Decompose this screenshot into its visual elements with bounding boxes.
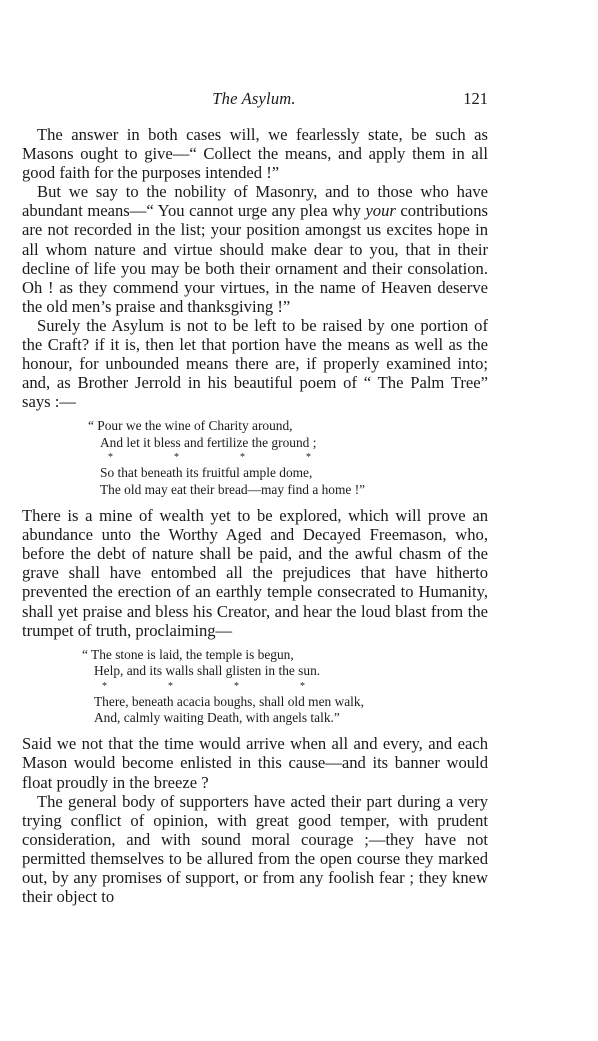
asterism [82,680,488,694]
paragraph-nobility-start: But we say to the nobility of Masonry, and to those who have abundant means—“ You cannot urge any plea why [22,182,488,221]
star-mark: * [240,452,245,464]
verse-line: There, beneath acacia boughs, shall old men walk, [94,693,364,709]
verse-palm-tree [22,418,488,498]
paragraph-said-we-not: Said we not that the time would arrive when all and every, and each Mason would become enlisted in this cause—and its banner would float proudly in the breeze ? [22,734,488,792]
paragraph-nobility [22,182,488,316]
page-number: 121 [463,89,488,108]
page-header [20,89,488,111]
paragraph-asylum: Surely the Asylum is not to be left to be raised by one portion of the Craft? if it is, then let that portion have the means as well as the honour, for unbounded means there are, if properly examined into; and, as Brother Jerrold in his beautiful poem of “ The Palm Tree” says :— [22,315,488,412]
verse-line: “ Pour we the wine of Charity around, [88,418,293,434]
page-body [22,125,488,906]
star-mark: * [168,680,173,692]
paragraph-answer: The answer in both cases will, we fearlessly state, be such as Masons ought to give—“ Collect the means, and apply them in all good faith for the purposes intended !” [22,125,488,183]
paragraph-nobility-end: contributions are not recorded in the list; your position amongst us excites hope in all whom nature and virtue should make dear to you, that in their decline of life you may be both their ornament and their consolation. Oh ! as they commend your virtues, in the name of Heaven deserve the old men’s praise and thanksgiving !” [22,201,488,316]
asterism [88,451,488,465]
star-mark: * [306,452,311,464]
verse-line: The old may eat their bread—may find a home !” [100,481,366,497]
verse-line: And let it bless and fertilize the ground ; [100,434,317,450]
star-mark: * [234,680,239,692]
paragraph-general-body: The general body of supporters have acted their part during a very trying conflict of opinion, with great good temper, with prudent consideration, and with sound moral courage ;—they have not permitted themselves to be allured from the open course they marked out, by any promises of support, or from any foolish fear ; they knew their object to [22,791,488,907]
verse-line: So that beneath its fruitful ample dome, [100,465,313,481]
verse-line: Help, and its walls shall glisten in the sun. [94,663,321,679]
emphasis-your: your [365,201,396,221]
verse-line: And, calmly waiting Death, with angels talk.” [94,709,340,725]
star-mark: * [102,680,107,692]
verse-line: “ The stone is laid, the temple is begun, [82,646,294,662]
running-title: The Asylum. [212,89,296,108]
verse-temple [22,647,488,727]
star-mark: * [300,680,305,692]
paragraph-mine-of-wealth: There is a mine of wealth yet to be explored, which will prove an abundance unto the Worthy Aged and Decayed Freemason, who, before the debt of nature shall be paid, and the awful chasm of the grave shall have entombed all the prejudices that have hitherto prevented the erection of an earthly temple consecrated to Humanity, shall yet praise and bless his Creator, and hear the loud blast from the trumpet of truth, proclaiming— [22,506,488,640]
star-mark: * [174,452,179,464]
star-mark: * [108,452,113,464]
